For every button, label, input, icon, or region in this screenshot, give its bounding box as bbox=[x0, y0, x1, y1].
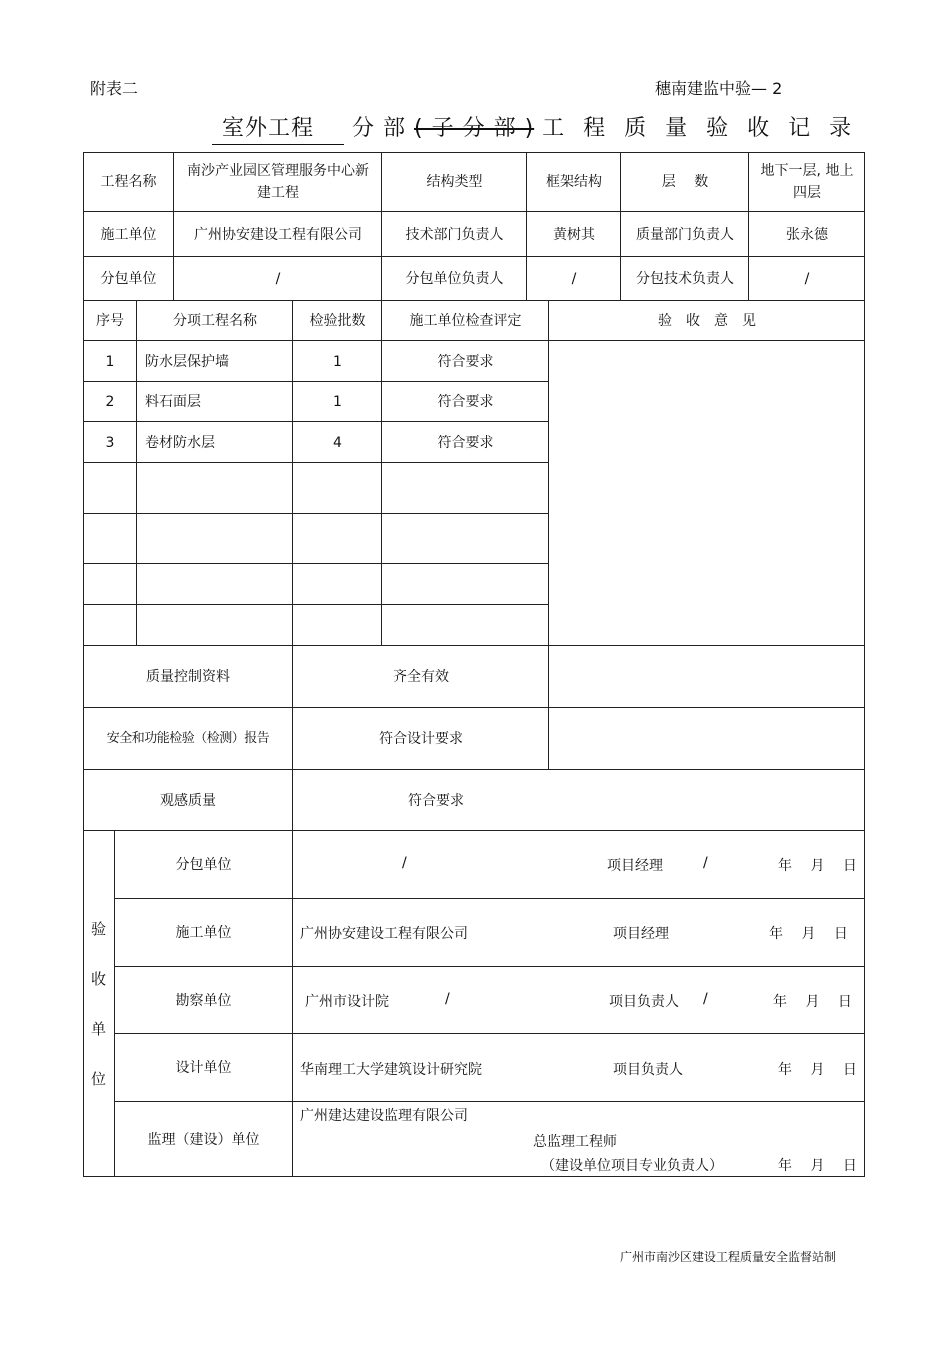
item-1-name: 防水层保护墙 bbox=[145, 353, 229, 370]
acc-contractor-label: 施工单位 bbox=[175, 925, 232, 941]
floors-label: 层 数 bbox=[661, 174, 709, 190]
sub-head-label: 分包单位负责人 bbox=[405, 271, 504, 287]
safety-report-label: 安全和功能检验（检测）报告 bbox=[106, 731, 270, 746]
page-title bbox=[212, 111, 857, 145]
acc-sub-date: 年 月 日 bbox=[778, 858, 857, 874]
acceptance-record-table bbox=[83, 152, 865, 1177]
acc-sub-org-slash: / bbox=[402, 855, 407, 871]
quality-head-label: 质量部门负责人 bbox=[636, 226, 734, 243]
acc-survey-date: 年 月 日 bbox=[773, 994, 852, 1010]
acc-design-label: 设计单位 bbox=[175, 1060, 232, 1076]
acc-survey-org-slash: / bbox=[445, 991, 450, 1007]
acc-sub-label: 分包单位 bbox=[175, 857, 232, 873]
acc-design-role: 项目负责人 bbox=[613, 1062, 683, 1078]
subcontractor-label: 分包单位 bbox=[100, 271, 157, 287]
subcontractor-value: / bbox=[275, 271, 281, 287]
col-header-acceptance-opinion: 验 收 意 见 bbox=[658, 313, 756, 329]
qc-data-value: 齐全有效 bbox=[393, 669, 449, 685]
item-2-eval: 符合要求 bbox=[437, 394, 494, 410]
title-fen-bu: 分 部 bbox=[352, 116, 407, 141]
item-3-no: 3 bbox=[105, 434, 115, 451]
col-header-batch-count: 检验批数 bbox=[309, 313, 366, 329]
project-name-label: 工程名称 bbox=[100, 174, 157, 190]
acceptance-units-side-label bbox=[83, 831, 114, 1177]
floors-value: 地下一层, 地上四层 bbox=[760, 163, 854, 201]
quality-head-value: 张永德 bbox=[786, 226, 828, 243]
col-header-contractor-eval: 施工单位检查评定 bbox=[409, 313, 522, 329]
sub-tech-value: / bbox=[804, 271, 810, 287]
acc-survey-org: 广州市设计院 bbox=[305, 994, 389, 1010]
appearance-quality-label: 观感质量 bbox=[160, 792, 216, 809]
contractor-label: 施工单位 bbox=[100, 226, 157, 243]
title-part-name: 室外工程 bbox=[212, 111, 344, 145]
acc-contractor-org: 广州协安建设工程有限公司 bbox=[300, 926, 468, 942]
acc-sub-role: 项目经理 bbox=[607, 858, 663, 874]
acc-supervision-org: 广州建达建设监理有限公司 bbox=[300, 1108, 468, 1124]
acc-supervision-role: 总监理工程师 bbox=[533, 1134, 617, 1150]
contractor-value: 广州协安建设工程有限公司 bbox=[194, 226, 362, 243]
sub-tech-label: 分包技术负责人 bbox=[636, 271, 734, 287]
side-char-3: 单 bbox=[90, 1020, 106, 1038]
acc-supervision-label: 监理（建设）单位 bbox=[147, 1131, 260, 1148]
title-zi-fen-bu: ( 子 分 部 ) bbox=[414, 116, 535, 141]
item-2-count: 1 bbox=[333, 394, 342, 410]
structure-type-label: 结构类型 bbox=[426, 174, 483, 190]
item-1-no: 1 bbox=[105, 353, 115, 370]
structure-type-value: 框架结构 bbox=[546, 174, 602, 190]
side-char-2: 收 bbox=[90, 970, 106, 988]
item-3-count: 4 bbox=[333, 434, 342, 451]
acc-supervision-date: 年 月 日 bbox=[778, 1158, 857, 1174]
acc-sub-role-slash: / bbox=[703, 855, 708, 871]
tech-head-value: 黄树其 bbox=[553, 226, 595, 243]
acc-contractor-role: 项目经理 bbox=[613, 926, 669, 942]
sub-head-value: / bbox=[571, 271, 577, 287]
col-header-no: 序号 bbox=[96, 313, 124, 329]
tech-head-label: 技术部门负责人 bbox=[405, 226, 504, 243]
acc-supervision-role-note: （建设单位项目专业负责人） bbox=[541, 1158, 723, 1174]
title-suffix: 工 程 质 量 验 收 记 录 bbox=[542, 116, 858, 141]
form-code: 穗南建监中验— 2 bbox=[655, 79, 783, 98]
item-1-eval: 符合要求 bbox=[437, 353, 494, 370]
item-1-count: 1 bbox=[333, 353, 342, 370]
acc-survey-role-slash: / bbox=[703, 991, 708, 1007]
side-char-4: 位 bbox=[90, 1070, 106, 1088]
item-3-eval: 符合要求 bbox=[437, 434, 494, 451]
acc-survey-role: 项目负责人 bbox=[609, 994, 679, 1010]
form-number-label: 附表二 bbox=[90, 79, 139, 98]
item-2-no: 2 bbox=[105, 394, 115, 410]
item-3-name: 卷材防水层 bbox=[145, 434, 215, 451]
appearance-quality-value: 符合要求 bbox=[408, 792, 464, 809]
side-char-1: 验 bbox=[90, 920, 106, 938]
item-2-name: 料石面层 bbox=[145, 394, 201, 410]
project-name-value: 南沙产业园区管理服务中心新建工程 bbox=[187, 163, 369, 201]
issuer-footer: 广州市南沙区建设工程质量安全监督站制 bbox=[620, 1250, 837, 1264]
acc-contractor-date: 年 月 日 bbox=[769, 926, 848, 942]
safety-report-value: 符合设计要求 bbox=[379, 731, 463, 747]
acc-design-date: 年 月 日 bbox=[778, 1062, 857, 1078]
acc-survey-label: 勘察单位 bbox=[175, 992, 232, 1009]
qc-data-label: 质量控制资料 bbox=[146, 669, 230, 685]
acc-design-org: 华南理工大学建筑设计研究院 bbox=[300, 1062, 482, 1078]
col-header-item-name: 分项工程名称 bbox=[173, 313, 257, 329]
